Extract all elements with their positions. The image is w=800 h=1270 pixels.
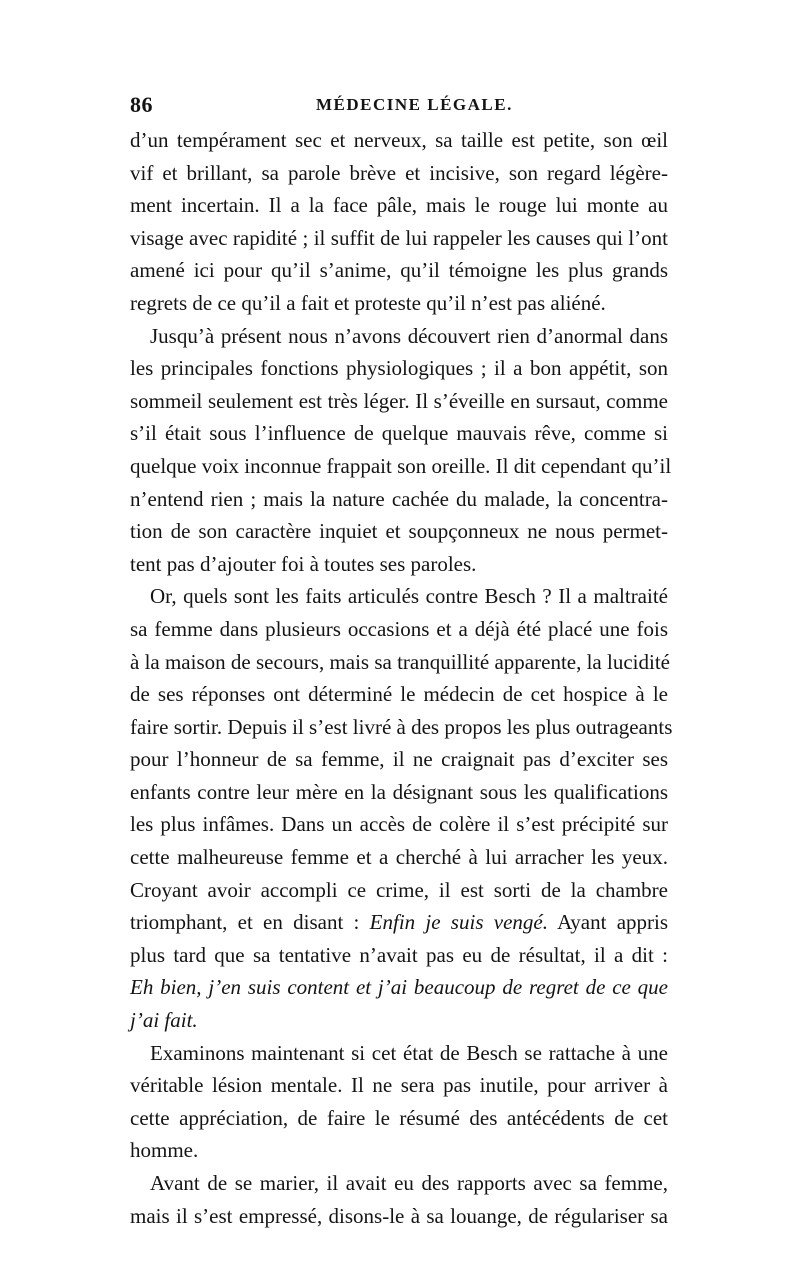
text-line: quelque voix inconnue frappait son oreille. Il dit cependant qu’il bbox=[130, 453, 672, 478]
text-line: s’il était sous l’influence de quelque mauvais rêve, comme si bbox=[130, 421, 668, 446]
text-line: cette appréciation, de faire le résumé des antécédents de cet bbox=[130, 1105, 668, 1130]
paragraph bbox=[130, 1167, 668, 1232]
text-line: sa femme dans plusieurs occasions et a déjà été placé une fois bbox=[130, 616, 668, 641]
text-line: n’entend rien ; mais la nature cachée du malade, la concentra- bbox=[130, 486, 668, 511]
body-text bbox=[130, 124, 673, 1232]
text-line: Examinons maintenant si cet état de Besch se rattache à une bbox=[150, 1040, 668, 1065]
text-line: faire sortir. Depuis il s’est livré à des propos les plus outrageants bbox=[130, 714, 673, 739]
text-line: Avant de se marier, il avait eu des rapports avec sa femme, bbox=[150, 1171, 668, 1195]
italic-line bbox=[130, 1004, 668, 1037]
text-line: les plus infâmes. Dans un accès de colère il s’est précipité sur bbox=[130, 812, 668, 837]
text-line: tent pas d’ajouter foi à toutes ses paroles. bbox=[130, 551, 477, 576]
running-title: MÉDECINE LÉGALE. bbox=[316, 95, 513, 114]
text-line: vif et brillant, sa parole brève et incisive, son regard légère- bbox=[130, 160, 668, 185]
text-line: les principales fonctions physiologiques ; il a bon appétit, son bbox=[130, 356, 668, 381]
text-line: à la maison de secours, mais sa tranquillité apparente, la lucidité bbox=[130, 649, 670, 674]
text-line: véritable lésion mentale. Il ne sera pas inutile, pour arriver à bbox=[130, 1073, 668, 1098]
paragraph bbox=[130, 124, 668, 320]
text-line: pour l’honneur de sa femme, il ne craignait pas d’exciter ses bbox=[130, 747, 668, 772]
text-run: triomphant, et en disant : bbox=[130, 910, 360, 935]
italic-quote: j’ai fait. bbox=[130, 1008, 198, 1033]
text-line: Or, quels sont les faits articulés contre Besch ? Il a maltraité bbox=[150, 584, 668, 609]
paragraph bbox=[130, 1037, 668, 1167]
italic-line bbox=[130, 971, 668, 1004]
text-run: Ayant appris bbox=[557, 910, 669, 935]
text-line: visage avec rapidité ; il suffit de lui rappeler les causes qui l’ont bbox=[130, 225, 668, 250]
text-line: mais il s’est empressé, disons-le à sa louange, de régulariser sa bbox=[130, 1203, 668, 1228]
text-line: amené ici pour qu’il s’anime, qu’il témoigne les plus grands bbox=[130, 258, 668, 283]
text-line: plus tard que sa tentative n’avait pas eu de résultat, il a dit : bbox=[130, 942, 668, 967]
text-line: Croyant avoir accompli ce crime, il est sorti de la chambre bbox=[130, 877, 668, 902]
page-header bbox=[130, 92, 670, 122]
text-line: de ses réponses ont déterminé le médecin de cet hospice à le bbox=[130, 682, 668, 707]
text-line: Jusqu’à présent nous n’avons découvert rien d’anormal dans bbox=[150, 323, 668, 348]
italic-quote: Enfin je suis vengé. bbox=[369, 910, 548, 935]
text-line-mixed bbox=[130, 906, 668, 939]
text-line: tion de son caractère inquiet et soupçonneux ne nous permet- bbox=[130, 519, 668, 544]
paragraph bbox=[130, 320, 672, 581]
text-line: cette malheureuse femme et a cherché à lui arracher les yeux. bbox=[130, 845, 668, 870]
text-line: ment incertain. Il a la face pâle, mais le rouge lui monte au bbox=[130, 193, 668, 218]
page-number: 86 bbox=[130, 92, 153, 117]
text-line: d’un tempérament sec et nerveux, sa taille est petite, son œil bbox=[130, 128, 668, 152]
text-line: enfants contre leur mère en la désignant sous les qualifications bbox=[130, 779, 668, 804]
text-line: homme. bbox=[130, 1138, 199, 1163]
text-line: sommeil seulement est très léger. Il s’éveille en sursaut, comme bbox=[130, 388, 668, 413]
italic-quote: Eh bien, j’en suis content et j’ai beaucoup de regret de ce que bbox=[130, 975, 668, 1000]
text-line: regrets de ce qu’il a fait et proteste qu’il n’est pas aliéné. bbox=[130, 290, 606, 315]
paragraph bbox=[130, 580, 673, 1036]
